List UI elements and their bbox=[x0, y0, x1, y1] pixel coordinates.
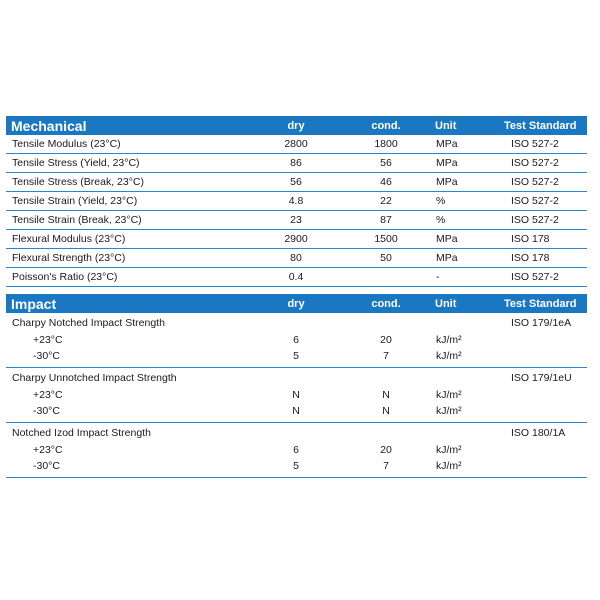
unit-value: MPa bbox=[436, 157, 458, 169]
temperature-label: +23°C bbox=[33, 334, 63, 346]
dry-value: 2900 bbox=[284, 233, 308, 245]
dry-value: 4.8 bbox=[288, 195, 304, 207]
col-dry: dry bbox=[287, 119, 305, 132]
test-standard-value: ISO 179/1eU bbox=[511, 371, 572, 384]
table-row bbox=[6, 173, 587, 192]
temperature-label: -30°C bbox=[33, 460, 60, 472]
dry-value: 2800 bbox=[284, 138, 308, 150]
test-standard-value: ISO 527-2 bbox=[511, 138, 559, 150]
table-row bbox=[6, 387, 587, 403]
test-standard-value: ISO 527-2 bbox=[511, 195, 559, 207]
dry-value: 23 bbox=[290, 214, 302, 226]
unit-value: kJ/m² bbox=[436, 334, 462, 346]
property-name: Charpy Unnotched Impact Strength bbox=[12, 371, 177, 384]
col-dry: dry bbox=[287, 297, 305, 310]
cond-value: 50 bbox=[380, 252, 392, 264]
temperature-label: -30°C bbox=[33, 405, 60, 417]
property-name: Tensile Stress (Break, 23°C) bbox=[12, 176, 144, 188]
col-cond: cond. bbox=[371, 297, 401, 310]
col-test-standard: Test Standard bbox=[504, 119, 577, 132]
mechanical-header bbox=[6, 116, 587, 135]
dry-value: N bbox=[292, 389, 300, 401]
property-name: Charpy Notched Impact Strength bbox=[12, 316, 165, 329]
unit-value: MPa bbox=[436, 138, 458, 150]
property-name: Poisson's Ratio (23°C) bbox=[12, 271, 118, 283]
table-row bbox=[6, 332, 587, 348]
property-sheet bbox=[6, 116, 587, 478]
table-row bbox=[6, 268, 587, 287]
dry-value: 6 bbox=[293, 334, 299, 346]
cond-value: 20 bbox=[380, 334, 392, 346]
property-name: Tensile Stress (Yield, 23°C) bbox=[12, 157, 140, 169]
table-row bbox=[6, 368, 587, 387]
table-row bbox=[6, 442, 587, 458]
unit-value: % bbox=[436, 214, 446, 226]
unit-value: kJ/m² bbox=[436, 350, 462, 362]
cond-value: N bbox=[382, 389, 390, 401]
table-row bbox=[6, 192, 587, 211]
unit-value: kJ/m² bbox=[436, 389, 462, 401]
col-unit: Unit bbox=[435, 297, 457, 310]
cond-value: 1800 bbox=[374, 138, 398, 150]
test-standard-value: ISO 527-2 bbox=[511, 157, 559, 169]
property-name: Flexural Modulus (23°C) bbox=[12, 233, 126, 245]
table-row bbox=[6, 403, 587, 419]
test-standard-value: ISO 527-2 bbox=[511, 214, 559, 226]
dry-value: 5 bbox=[293, 350, 299, 362]
col-test-standard: Test Standard bbox=[504, 297, 577, 310]
cond-value: 20 bbox=[380, 444, 392, 456]
cond-value: 46 bbox=[380, 176, 392, 188]
test-standard-value: ISO 180/1A bbox=[511, 426, 566, 439]
unit-value: MPa bbox=[436, 233, 458, 245]
unit-value: - bbox=[436, 271, 440, 283]
table-row bbox=[6, 211, 587, 230]
cond-value: 1500 bbox=[374, 233, 398, 245]
table-row bbox=[6, 249, 587, 268]
table-row bbox=[6, 458, 587, 474]
mechanical-title: Mechanical bbox=[11, 117, 87, 134]
cond-value: 7 bbox=[383, 350, 389, 362]
property-name: Tensile Strain (Break, 23°C) bbox=[12, 214, 142, 226]
dry-value: 0.4 bbox=[288, 271, 304, 283]
mechanical-table-body bbox=[6, 135, 587, 287]
dry-value: 56 bbox=[290, 176, 302, 188]
cond-value: 87 bbox=[380, 214, 392, 226]
col-cond: cond. bbox=[371, 119, 401, 132]
impact-group bbox=[6, 313, 587, 368]
table-row bbox=[6, 423, 587, 442]
dry-value: 86 bbox=[290, 157, 302, 169]
impact-header bbox=[6, 294, 587, 313]
unit-value: % bbox=[436, 195, 446, 207]
dry-value: 5 bbox=[293, 460, 299, 472]
table-row bbox=[6, 313, 587, 332]
test-standard-value: ISO 178 bbox=[511, 233, 550, 245]
unit-value: kJ/m² bbox=[436, 444, 462, 456]
property-name: Tensile Modulus (23°C) bbox=[12, 138, 121, 150]
property-name: Notched Izod Impact Strength bbox=[12, 426, 151, 439]
table-row bbox=[6, 154, 587, 173]
test-standard-value: ISO 179/1eA bbox=[511, 316, 572, 329]
cond-value: 56 bbox=[380, 157, 392, 169]
unit-value: MPa bbox=[436, 252, 458, 264]
temperature-label: -30°C bbox=[33, 350, 60, 362]
cond-value: 7 bbox=[383, 460, 389, 472]
impact-title: Impact bbox=[11, 295, 57, 312]
impact-group bbox=[6, 423, 587, 478]
dry-value: 80 bbox=[290, 252, 302, 264]
unit-value: MPa bbox=[436, 176, 458, 188]
impact-group bbox=[6, 368, 587, 423]
table-row bbox=[6, 230, 587, 249]
table-row bbox=[6, 348, 587, 364]
impact-table-body bbox=[6, 313, 587, 478]
temperature-label: +23°C bbox=[33, 444, 63, 456]
property-name: Flexural Strength (23°C) bbox=[12, 252, 126, 264]
col-unit: Unit bbox=[435, 119, 457, 132]
test-standard-value: ISO 527-2 bbox=[511, 176, 559, 188]
table-row bbox=[6, 135, 587, 154]
test-standard-value: ISO 178 bbox=[511, 252, 550, 264]
property-name: Tensile Strain (Yield, 23°C) bbox=[12, 195, 138, 207]
unit-value: kJ/m² bbox=[436, 405, 462, 417]
unit-value: kJ/m² bbox=[436, 460, 462, 472]
temperature-label: +23°C bbox=[33, 389, 63, 401]
cond-value: N bbox=[382, 405, 390, 417]
cond-value: 22 bbox=[380, 195, 392, 207]
dry-value: N bbox=[292, 405, 300, 417]
dry-value: 6 bbox=[293, 444, 299, 456]
test-standard-value: ISO 527-2 bbox=[511, 271, 559, 283]
